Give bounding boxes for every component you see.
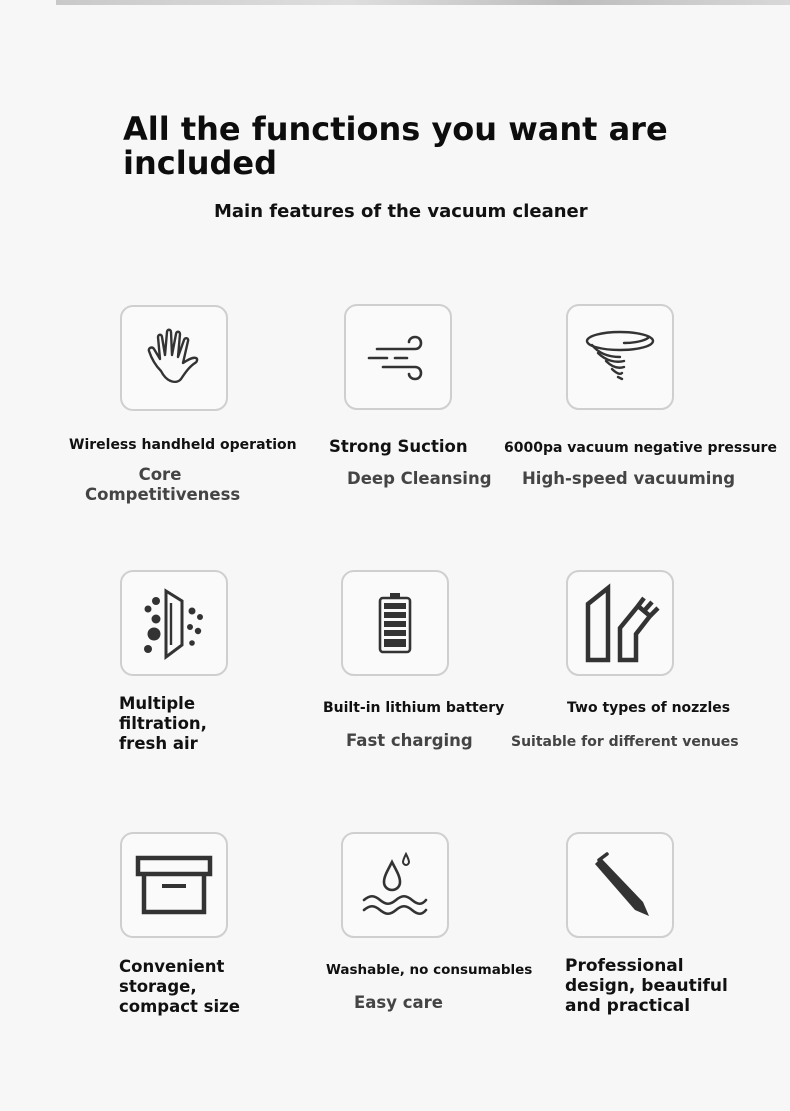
page-subtitle: Main features of the vacuum cleaner	[214, 201, 588, 222]
nozzles-icon	[580, 578, 660, 668]
feature-card-battery	[341, 570, 449, 676]
page-title: All the functions you want are included	[123, 110, 668, 182]
feature-title: Professional design, beautiful and practical	[565, 956, 728, 1016]
feature-card-filtration	[120, 570, 228, 676]
wind-icon	[363, 327, 433, 387]
feature-card-nozzles	[566, 570, 674, 676]
storage-box-icon	[134, 854, 214, 916]
feature-title: Built-in lithium battery	[323, 700, 505, 716]
hand-icon	[141, 325, 207, 391]
feature-title: Two types of nozzles	[567, 700, 731, 716]
water-drop-icon	[360, 852, 430, 918]
feature-subtitle: Deep Cleansing	[347, 469, 492, 488]
feature-subtitle: Easy care	[354, 993, 443, 1012]
tornado-icon	[584, 325, 656, 389]
feature-card-suction	[344, 304, 452, 410]
feature-title: 6000pa vacuum negative pressure	[504, 440, 777, 456]
feature-title: Multiple filtration, fresh air	[119, 694, 207, 753]
feature-title: Washable, no consumables	[326, 962, 533, 978]
top-image-strip	[56, 0, 790, 5]
feature-title: Convenient storage, compact size	[119, 957, 240, 1016]
feature-card-washable	[341, 832, 449, 938]
feature-subtitle: High-speed vacuuming	[522, 469, 736, 488]
feature-subtitle: Suitable for different venues	[511, 734, 739, 750]
filter-particles-icon	[138, 583, 210, 663]
feature-card-wireless	[120, 305, 228, 411]
feature-card-storage	[120, 832, 228, 938]
feature-title: Strong Suction	[329, 437, 468, 456]
feature-card-pressure	[566, 304, 674, 410]
pen-icon	[585, 850, 655, 920]
feature-title: Wireless handheld operation	[69, 437, 297, 453]
feature-subtitle: Core Competitiveness	[85, 465, 241, 504]
battery-icon	[375, 591, 415, 655]
feature-card-design	[566, 832, 674, 938]
feature-subtitle: Fast charging	[346, 731, 473, 750]
